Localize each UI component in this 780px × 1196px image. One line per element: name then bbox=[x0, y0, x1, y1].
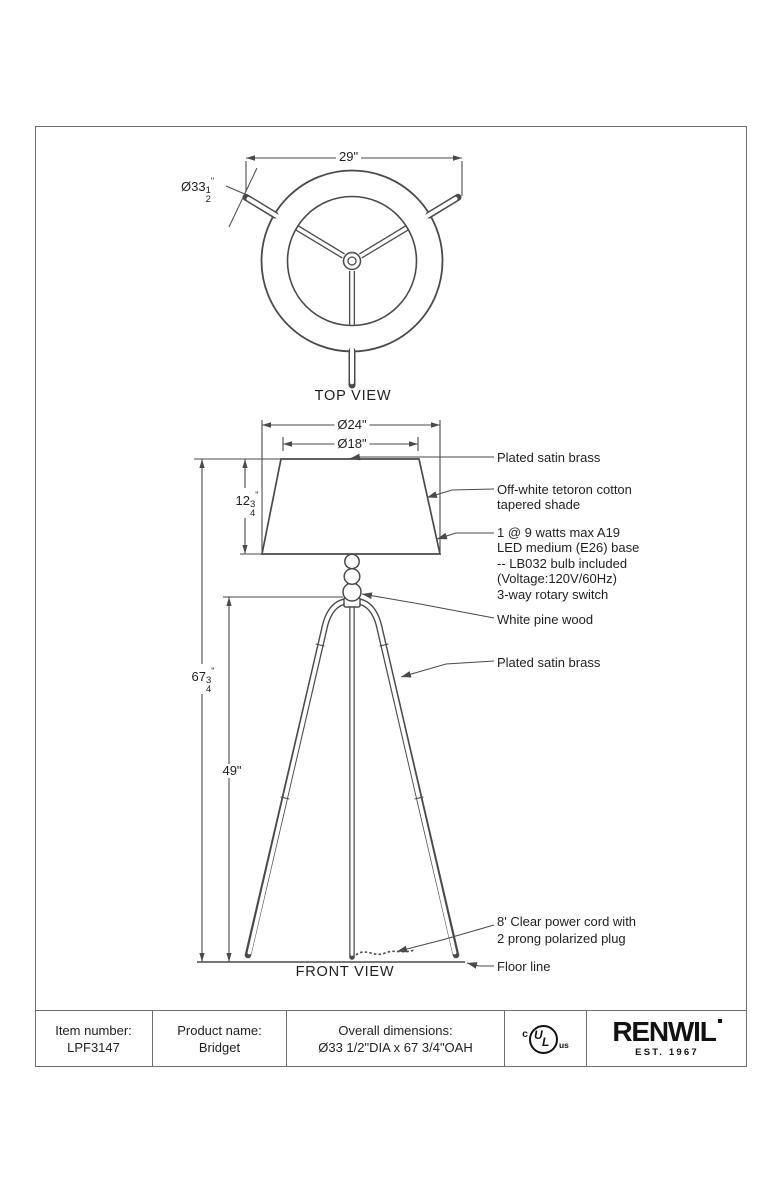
front-view-power-cord bbox=[356, 950, 414, 955]
brand-logo: RENWIL bbox=[612, 1019, 721, 1045]
top-view-hub bbox=[344, 253, 361, 270]
annotation-wood: White pine wood bbox=[497, 612, 594, 627]
product-name-label: Product name: bbox=[177, 1022, 262, 1038]
annotation-power-cord: 8' Clear power cord with 2 prong polarized plug bbox=[497, 914, 637, 946]
dim-label-12-three-quarter: 12 3 4 " bbox=[233, 488, 262, 518]
dim-33-leader bbox=[226, 186, 247, 195]
top-view-drawing bbox=[246, 171, 458, 386]
cul-us-certification-icon: c U L us bbox=[522, 1025, 569, 1054]
front-view-ball-bottom bbox=[343, 583, 361, 601]
front-view-ball-middle bbox=[344, 569, 360, 585]
front-view-shade bbox=[262, 459, 440, 554]
leader-leg-finish bbox=[401, 661, 494, 677]
top-view-caption: TOP VIEW bbox=[314, 388, 392, 404]
leader-shade-material bbox=[427, 489, 494, 498]
established-text: EST. 1967 bbox=[635, 1046, 699, 1058]
item-number-label: Item number: bbox=[55, 1022, 132, 1038]
dim-label-67-three-quarter: 67 3 4 " bbox=[189, 664, 218, 694]
dim-label-24: Ø24" bbox=[334, 418, 369, 432]
front-view-ball-top bbox=[345, 554, 359, 568]
annotation-bulb-spec: 1 @ 9 watts max A19 LED medium (E26) base -- LB032 bulb included (Voltage:120V/60Hz) 3-way rotary switch bbox=[497, 525, 640, 602]
dim-label-29: 29" bbox=[336, 150, 361, 164]
front-view-drawing bbox=[197, 459, 465, 962]
top-view-spokes bbox=[297, 228, 407, 325]
annotation-shade-top-finish: Plated satin brass bbox=[497, 450, 601, 465]
product-name-value: Bridget bbox=[198, 1039, 241, 1055]
overall-dimensions-label: Overall dimensions: bbox=[338, 1022, 453, 1038]
front-view-caption: FRONT VIEW bbox=[295, 964, 395, 980]
leader-bulb-spec bbox=[437, 533, 494, 539]
leader-floor-line bbox=[467, 963, 494, 966]
dim-label-18: Ø18" bbox=[334, 437, 369, 451]
annotation-leg-finish: Plated satin brass bbox=[497, 655, 601, 670]
overall-dimensions-value: Ø33 1/2"DIA x 67 3/4"OAH bbox=[318, 1039, 473, 1055]
dim-label-49: 49" bbox=[219, 764, 244, 778]
leader-wood bbox=[362, 594, 494, 618]
dim-label-33-half: Ø33 1 2 " bbox=[181, 176, 215, 205]
leader-power-cord bbox=[397, 925, 494, 952]
annotation-shade-material: Off-white tetoron cotton tapered shade bbox=[497, 482, 632, 513]
item-number-value: LPF3147 bbox=[67, 1039, 120, 1055]
annotation-floor-line: Floor line bbox=[497, 959, 551, 974]
